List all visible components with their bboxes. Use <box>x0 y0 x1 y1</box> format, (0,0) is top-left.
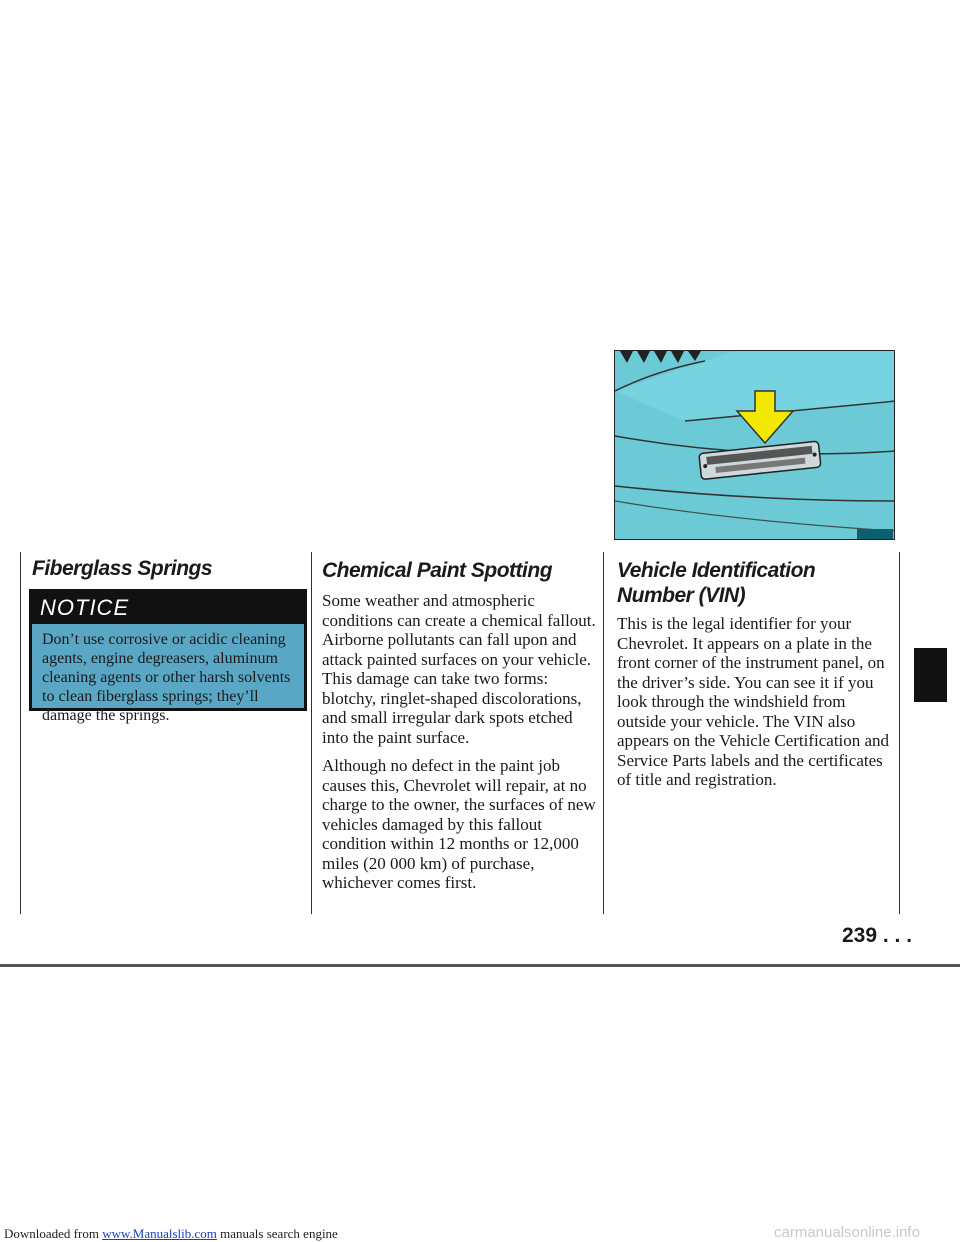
vin-section <box>617 558 895 790</box>
chemical-heading: Chemical Paint Spotting <box>322 559 553 582</box>
column-rule-4 <box>899 552 900 914</box>
vin-paragraph: This is the legal identifier for your Chevrolet. It appears on a plate in the front corner of the instrument panel, on the driver’s side. You can see it if you look through the windshield from outside your vehicle. The VIN also appears on the Vehicle Certification and Service Parts labels and the certificates of title and registration. <box>617 614 890 789</box>
page-number: 239 . . . <box>842 924 913 947</box>
watermark-text: carmanualsonline.info <box>774 1224 920 1241</box>
vin-heading: Vehicle Identification Number (VIN) <box>617 559 816 607</box>
download-footer <box>4 1226 338 1242</box>
footer-suffix: manuals search engine <box>216 1226 338 1241</box>
manualslib-link[interactable]: www.Manualslib.com <box>102 1226 217 1241</box>
chemical-paragraph-1: Some weather and atmospheric conditions can create a chemical fallout. Airborne pollutants can fall upon and attack painted surfaces on your vehicle. This damage can take two forms: blotchy, ringlet-shaped discolorations, and small irregular dark spots etched into the paint surface. <box>322 591 596 747</box>
notice-title: NOTICE <box>40 595 130 620</box>
bottom-rule <box>0 964 960 967</box>
vin-plate-drawing <box>615 351 895 540</box>
section-tab-marker <box>914 648 947 702</box>
notice-text: Don’t use corrosive or acidic cleaning agents, engine degreasers, aluminum cleaning agents or other harsh solvents to clean fiberglass springs; they’ll damage the springs. <box>32 624 304 708</box>
column-rule-1 <box>20 552 21 914</box>
notice-box <box>29 589 307 724</box>
fiberglass-heading: Fiberglass Springs <box>32 557 213 580</box>
footer-prefix: Downloaded from <box>4 1226 103 1241</box>
column-rule-2 <box>311 552 312 914</box>
column-rule-3 <box>603 552 604 914</box>
chemical-paragraph-2: Although no defect in the paint job causes this, Chevrolet will repair, at no charge to the owner, the surfaces of new vehicles damaged by this fallout condition within 12 months or 12,000 miles (20 000 km) of purchase, whichever comes first. <box>322 756 596 892</box>
fiberglass-section <box>32 556 302 581</box>
vin-plate-illustration <box>614 350 895 540</box>
chemical-section <box>322 558 600 893</box>
